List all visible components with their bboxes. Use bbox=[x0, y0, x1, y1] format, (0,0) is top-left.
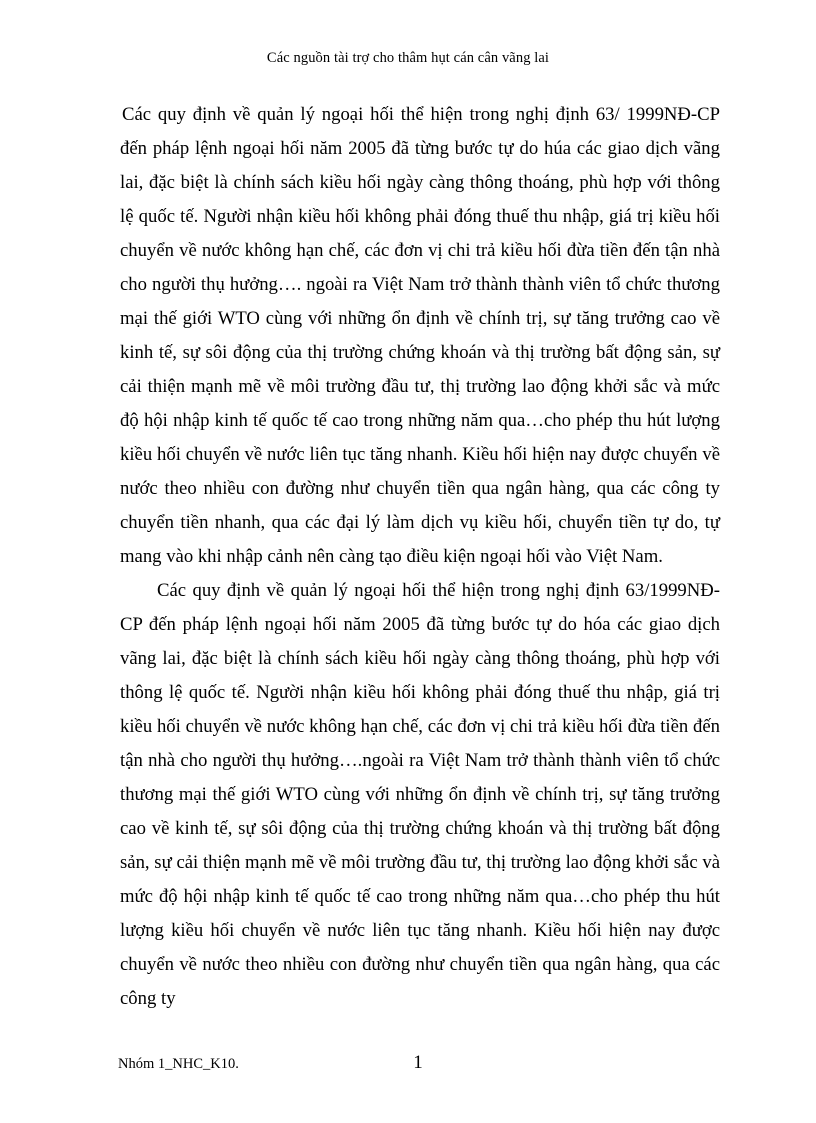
document-body bbox=[120, 98, 720, 1016]
page-header bbox=[0, 50, 816, 67]
page-number: 1 bbox=[413, 1052, 423, 1073]
footer-group-label: Nhóm 1_NHC_K10. bbox=[118, 1056, 239, 1072]
paragraph-2: Các quy định về quản lý ngoại hối thể hiện trong nghị định 63/1999NĐ-CP đến pháp lệnh ngoại hối năm 2005 đã từng bước tự do hóa các giao dịch vãng lai, đặc biệt là chính sách kiều hối ngày càng thông thoáng, phù hợp với thông lệ quốc tế. Người nhận kiều hối không phải đóng thuế thu nhập, giá trị kiều hối chuyển về nước không hạn chế, các đơn vị chi trả kiều hối đừa tiền đến tận nhà cho người thụ hưởng….ngoài ra Việt Nam trở thành thành viên tổ chức thương mại thế giới WTO cùng với những ổn định về chính trị, sự tăng trưởng cao về kinh tế, sự sôi động của thị trường chứng khoán và thị trường bất động sản, sự cải thiện mạnh mẽ về môi trường đầu tư, thị trường lao động khởi sắc và mức độ hội nhập kinh tế quốc tế cao trong những năm qua…cho phép thu hút lượng kiều hối chuyển về nước liên tục tăng nhanh. Kiều hối hiện nay được chuyển về nước theo nhiều con đường như chuyển tiền qua ngân hàng, qua các công ty bbox=[120, 580, 720, 1009]
header-title: Các nguồn tài trợ cho thâm hụt cán cân vãng lai bbox=[266, 50, 550, 66]
paragraph-1: Các quy định về quản lý ngoại hối thể hiện trong nghị định 63/ 1999NĐ-CP đến pháp lệnh ngoại hối năm 2005 đã từng bước tự do húa các giao dịch vãng lai, đặc biệt là chính sách kiều hối ngày càng thông thoáng, phù hợp với thông lệ quốc tế. Người nhận kiều hối không phải đóng thuế thu nhập, giá trị kiều hối chuyển về nước không hạn chế, các đơn vị chi trả kiều hối đừa tiền đến tận nhà cho người thụ hưởng…. ngoài ra Việt Nam trở thành thành viên tổ chức thương mại thế giới WTO cùng với những ổn định về chính trị, sự tăng trưởng cao về kinh tế, sự sôi động của thị trường chứng khoán và thị trường bất động sản, sự cải thiện mạnh mẽ về môi trường đầu tư, thị trường lao động khởi sắc và mức độ hội nhập kinh tế quốc tế cao trong những năm qua…cho phép thu hút lượng kiều hối chuyển về nước liên tục tăng nhanh. Kiều hối hiện nay được chuyển về nước theo nhiều con đường như chuyển tiền qua ngân hàng, qua các công ty chuyển tiền nhanh, qua các đại lý làm dịch vụ kiều hối, chuyển tiền tự do, tự mang vào khi nhập cảnh nên càng tạo điều kiện ngoại hối vào Việt Nam. bbox=[120, 104, 720, 567]
